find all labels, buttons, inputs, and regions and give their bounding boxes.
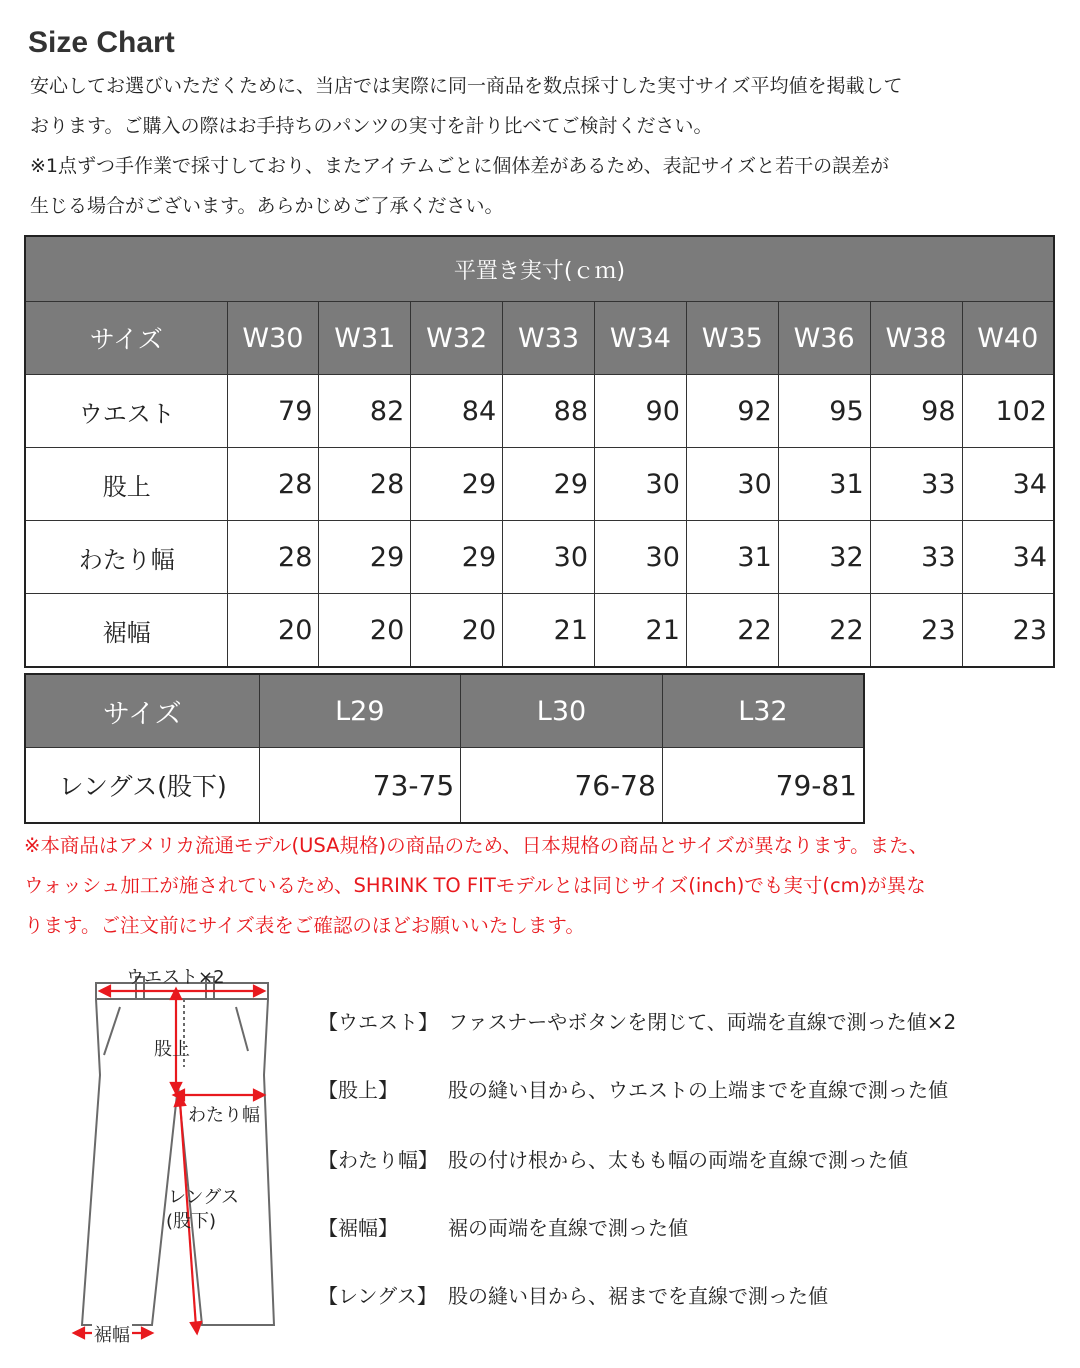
table-cell: 20: [319, 594, 411, 668]
table-cell: 90: [595, 375, 687, 448]
pants-measurement-diagram: [60, 955, 290, 1359]
desc-key: 【裾幅】: [318, 1216, 398, 1240]
length-header-cell: L30: [461, 674, 663, 748]
table-cell: 92: [686, 375, 778, 448]
waist-diagram-label: ウエスト×2: [126, 967, 225, 988]
length-header-label: サイズ: [25, 674, 259, 748]
table-cell: 34: [962, 448, 1054, 521]
row-label: 股上: [25, 448, 227, 521]
table-cell: 88: [503, 375, 595, 448]
intro-line: 安心してお選びいただくために、当店では実際に同一商品を数点採寸した実寸サイズ平均値を掲載して: [30, 75, 903, 97]
inseam-diagram-label-sub: (股下): [166, 1211, 217, 1232]
pants-outline-icon: [60, 955, 290, 1355]
table-cell: 102: [962, 375, 1054, 448]
row-label: ウエスト: [25, 375, 227, 448]
notice-line: ります。ご注文前にサイズ表をご確認のほどお願いいたします。: [24, 914, 585, 937]
table-cell: 20: [227, 594, 319, 668]
size-header-cell: W35: [686, 302, 778, 375]
table-cell: 20: [411, 594, 503, 668]
intro-text: [30, 66, 1060, 226]
notice-line: ※本商品はアメリカ流通モデル(USA規格)の商品のため、日本規格の商品とサイズが異なります。また、: [24, 834, 929, 857]
row-label: 裾幅: [25, 594, 227, 668]
desc-key: 【ウエスト】: [318, 1010, 438, 1034]
table-cell: 29: [503, 448, 595, 521]
table-cell: 33: [870, 521, 962, 594]
desc-hem: [318, 1212, 688, 1241]
table-cell: 98: [870, 375, 962, 448]
thigh-diagram-label: わたり幅: [188, 1105, 260, 1126]
table-cell: 30: [503, 521, 595, 594]
rise-diagram-label: 股上: [154, 1039, 190, 1060]
table-cell: 31: [686, 521, 778, 594]
table-cell: 28: [227, 521, 319, 594]
size-header-cell: W38: [870, 302, 962, 375]
desc-text: 股の付け根から、太もも幅の両端を直線で測った値: [448, 1148, 908, 1172]
desc-rise: [318, 1074, 948, 1103]
size-header-cell: W31: [319, 302, 411, 375]
table-row: [25, 594, 1054, 668]
desc-length: [318, 1280, 828, 1309]
table-cell: 33: [870, 448, 962, 521]
table-cell: 30: [686, 448, 778, 521]
length-table: [24, 673, 865, 824]
table-cell: 31: [778, 448, 870, 521]
table-cell: 73-75: [259, 748, 461, 824]
desc-key: 【股上】: [318, 1078, 398, 1102]
desc-text: 裾の両端を直線で測った値: [448, 1216, 688, 1240]
table-cell: 76-78: [461, 748, 663, 824]
table-cell: 23: [870, 594, 962, 668]
length-header-cell: L32: [662, 674, 864, 748]
desc-key: 【わたり幅】: [318, 1148, 438, 1172]
table-cell: 95: [778, 375, 870, 448]
size-header-cell: W34: [595, 302, 687, 375]
intro-line: 生じる場合がございます。あらかじめご了承ください。: [30, 195, 504, 217]
table-cell: 28: [227, 448, 319, 521]
table-row: [25, 521, 1054, 594]
inseam-diagram-label: レングス: [168, 1187, 240, 1208]
table-row: [25, 375, 1054, 448]
size-header-cell: W33: [503, 302, 595, 375]
table-cell: 29: [411, 521, 503, 594]
page-title: Size Chart: [28, 26, 175, 59]
length-header-cell: L29: [259, 674, 461, 748]
row-label: レングス(股下): [25, 748, 259, 824]
usa-size-notice: [24, 826, 1064, 946]
hem-diagram-label: 裾幅: [92, 1321, 132, 1347]
table-cell: 22: [778, 594, 870, 668]
table-cell: 21: [503, 594, 595, 668]
desc-waist: [318, 1006, 956, 1035]
table-cell: 30: [595, 448, 687, 521]
size-table-caption: 平置き実寸(ｃｍ): [25, 236, 1054, 302]
size-header-cell: W30: [227, 302, 319, 375]
row-label: わたり幅: [25, 521, 227, 594]
table-cell: 34: [962, 521, 1054, 594]
notice-line: ウォッシュ加工が施されているため、SHRINK TO FITモデルとは同じサイズ(inch)でも実寸(cm)が異な: [24, 874, 926, 897]
size-header-cell: W40: [962, 302, 1054, 375]
intro-line: おります。ご購入の際はお手持ちのパンツの実寸を計り比べてご検討ください。: [30, 115, 713, 137]
table-cell: 29: [411, 448, 503, 521]
table-cell: 23: [962, 594, 1054, 668]
table-cell: 28: [319, 448, 411, 521]
desc-text: ファスナーやボタンを閉じて、両端を直線で測った値×2: [448, 1010, 957, 1034]
size-table: [24, 235, 1055, 668]
table-cell: 21: [595, 594, 687, 668]
desc-text: 股の縫い目から、裾までを直線で測った値: [448, 1284, 828, 1308]
table-cell: 79: [227, 375, 319, 448]
table-cell: 30: [595, 521, 687, 594]
table-row: [25, 448, 1054, 521]
size-header-cell: W32: [411, 302, 503, 375]
table-cell: 82: [319, 375, 411, 448]
table-cell: 79-81: [662, 748, 864, 824]
table-cell: 22: [686, 594, 778, 668]
table-cell: 29: [319, 521, 411, 594]
desc-key: 【レングス】: [318, 1284, 437, 1308]
size-header-label: サイズ: [25, 302, 227, 375]
table-cell: 32: [778, 521, 870, 594]
size-header-cell: W36: [778, 302, 870, 375]
desc-thigh: [318, 1144, 908, 1173]
table-row: [25, 748, 864, 824]
table-cell: 84: [411, 375, 503, 448]
intro-line: ※1点ずつ手作業で採寸しており、またアイテムごとに個体差があるため、表記サイズと若干の誤差が: [30, 155, 890, 177]
desc-text: 股の縫い目から、ウエストの上端までを直線で測った値: [448, 1078, 948, 1102]
